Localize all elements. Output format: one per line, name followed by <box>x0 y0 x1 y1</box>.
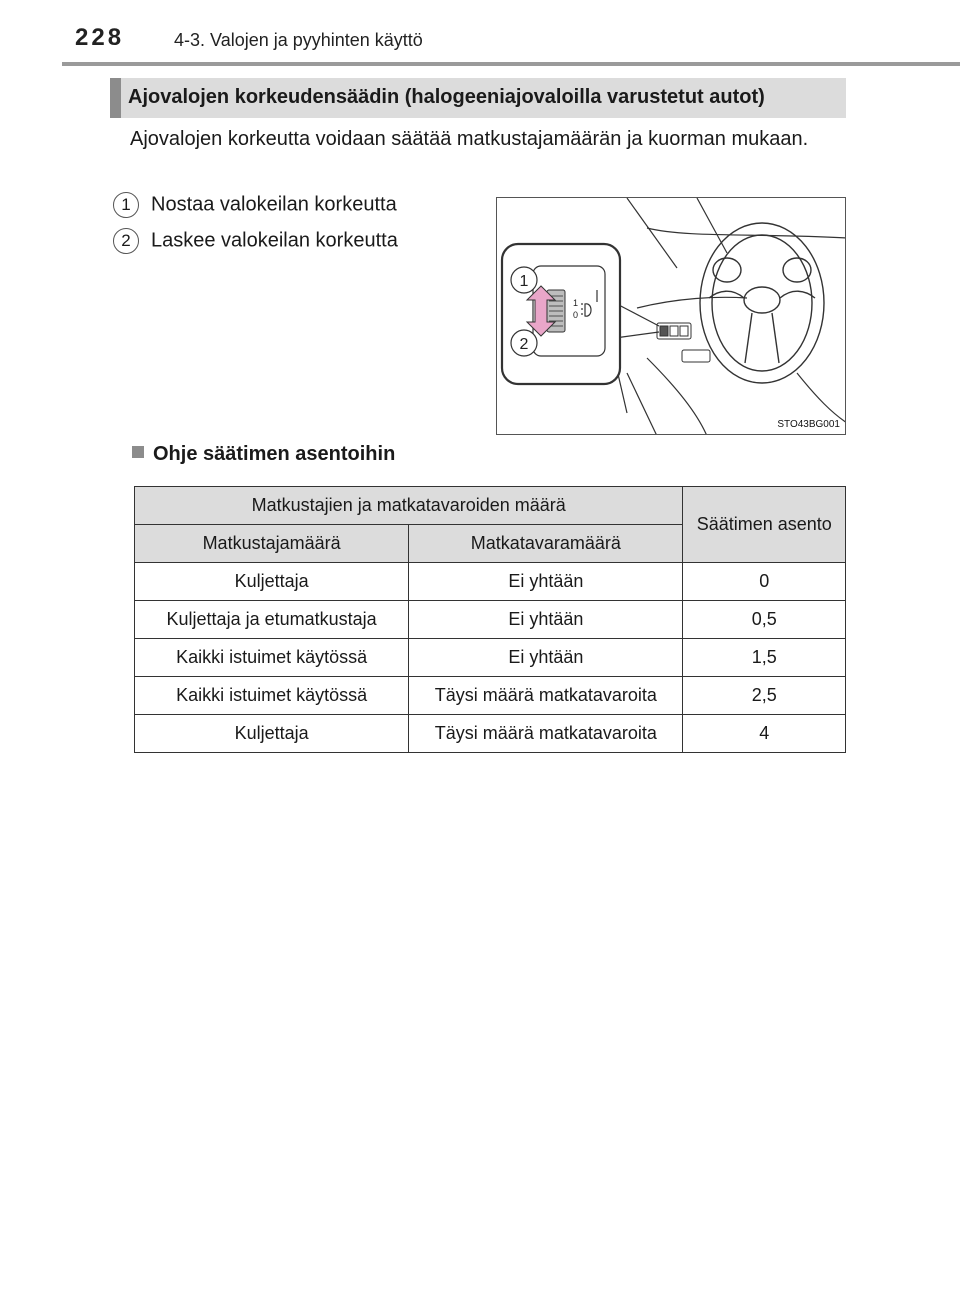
cell-position: 2,5 <box>683 677 846 715</box>
cell-luggage: Täysi määrä matkatavaroita <box>409 677 683 715</box>
cell-position: 4 <box>683 715 846 753</box>
header-position: Säätimen asento <box>683 487 846 563</box>
cell-luggage: Ei yhtään <box>409 601 683 639</box>
figure-callout-1-label: 1 <box>519 273 529 290</box>
dashboard-illustration <box>497 198 846 435</box>
cell-passengers: Kuljettaja <box>135 715 409 753</box>
header-passenger-count: Matkustajamäärä <box>135 525 409 563</box>
section-heading-text: Ajovalojen korkeudensäädin (halogeeniajovaloilla varustetut autot) <box>128 86 765 108</box>
guide-heading-text: Ohje säätimen asentoihin <box>153 443 396 465</box>
table-row <box>135 639 846 677</box>
callout-text-1: Nostaa valokeilan korkeutta <box>151 193 397 216</box>
switch-panel <box>657 323 710 362</box>
cell-position: 1,5 <box>683 639 846 677</box>
cell-luggage: Ei yhtään <box>409 639 683 677</box>
header-rule <box>62 62 960 66</box>
guide-heading <box>132 443 395 466</box>
cell-passengers: Kaikki istuimet käytössä <box>135 677 409 715</box>
page-number: 228 <box>75 24 125 51</box>
callout-number-2: 2 <box>113 228 139 254</box>
adjuster-position-table <box>134 486 846 753</box>
section-heading <box>110 78 846 118</box>
callout-raise <box>113 192 397 218</box>
steering-wheel-icon <box>700 223 824 383</box>
chapter-title: 4-3. Valojen ja pyyhinten käyttö <box>174 30 423 50</box>
intro-paragraph: Ajovalojen korkeutta voidaan säätää matkustajamäärän ja kuorman mukaan. <box>130 128 809 150</box>
headlight-leveling-figure <box>496 197 846 435</box>
callout-pointer <box>615 303 659 338</box>
table-row <box>135 563 846 601</box>
table-row <box>135 601 846 639</box>
bullet-square-icon <box>132 446 144 458</box>
cell-passengers: Kuljettaja ja etumatkustaja <box>135 601 409 639</box>
table-row <box>135 677 846 715</box>
cell-position: 0,5 <box>683 601 846 639</box>
cell-passengers: Kuljettaja <box>135 563 409 601</box>
callout-text-2: Laskee valokeilan korkeutta <box>151 229 398 252</box>
header-passengers-luggage: Matkustajien ja matkatavaroiden määrä <box>135 487 683 525</box>
dial-mark-0: 0 <box>573 310 579 320</box>
cell-luggage: Ei yhtään <box>409 563 683 601</box>
figure-callout-2-label: 2 <box>519 336 529 353</box>
header-luggage-amount: Matkatavaramäärä <box>409 525 683 563</box>
dial-mark-1: 1 <box>573 298 579 308</box>
table-row <box>135 715 846 753</box>
figure-code: STO43BG001 <box>777 419 840 430</box>
table-header-row <box>135 487 846 525</box>
cell-passengers: Kaikki istuimet käytössä <box>135 639 409 677</box>
cell-position: 0 <box>683 563 846 601</box>
cell-luggage: Täysi määrä matkatavaroita <box>409 715 683 753</box>
callout-number-1: 1 <box>113 192 139 218</box>
callout-lower <box>113 228 398 254</box>
